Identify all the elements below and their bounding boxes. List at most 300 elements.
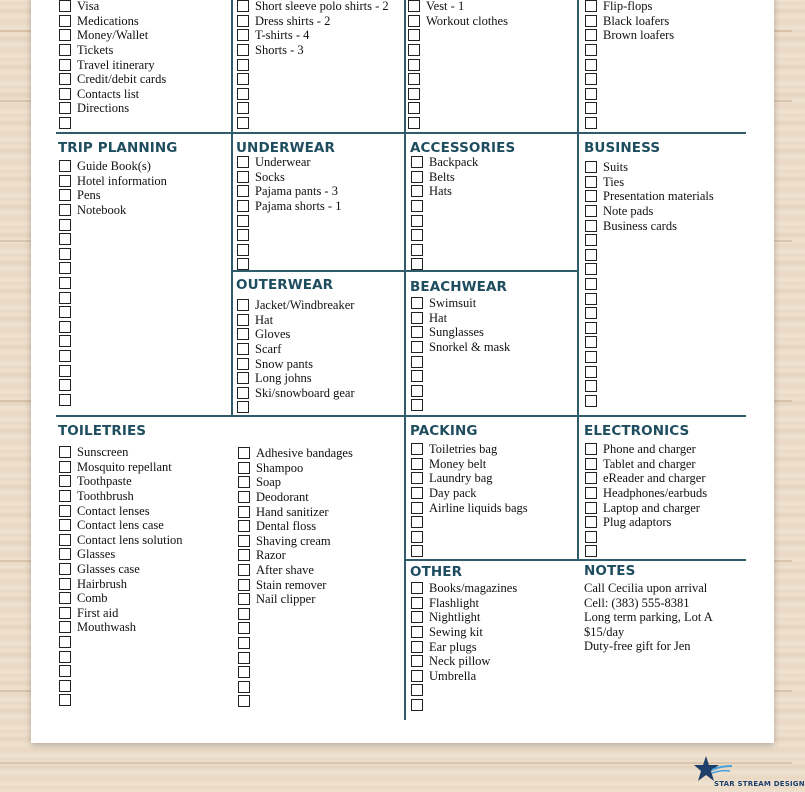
checklist-item[interactable]: [411, 698, 429, 713]
checkbox[interactable]: [585, 380, 597, 392]
checklist-item[interactable]: [411, 442, 497, 457]
checkbox[interactable]: [59, 607, 71, 619]
checklist-item[interactable]: [59, 101, 129, 116]
checkbox[interactable]: [59, 665, 71, 677]
checklist-item[interactable]: [237, 170, 285, 185]
checkbox[interactable]: [238, 491, 250, 503]
checklist-item[interactable]: [411, 170, 455, 185]
checkbox[interactable]: [237, 258, 249, 270]
checklist-item[interactable]: [237, 386, 355, 401]
checkbox[interactable]: [238, 506, 250, 518]
checklist-item[interactable]: [411, 544, 429, 559]
checkbox[interactable]: [411, 156, 423, 168]
checklist-item[interactable]: [238, 504, 329, 519]
checklist-item[interactable]: [411, 354, 429, 369]
checklist-item[interactable]: [585, 486, 707, 501]
checkbox[interactable]: [59, 160, 71, 172]
checklist-item[interactable]: [585, 457, 696, 472]
checkbox[interactable]: [59, 0, 71, 12]
checklist-item[interactable]: [411, 515, 429, 530]
checkbox[interactable]: [59, 694, 71, 706]
checkbox[interactable]: [411, 531, 423, 543]
checklist-item[interactable]: [238, 650, 256, 665]
checkbox[interactable]: [237, 0, 249, 12]
checkbox[interactable]: [59, 117, 71, 129]
checkbox[interactable]: [411, 356, 423, 368]
checkbox[interactable]: [585, 395, 597, 407]
checkbox[interactable]: [59, 592, 71, 604]
checklist-item[interactable]: [237, 199, 341, 214]
checklist-item[interactable]: [59, 72, 166, 87]
checkbox[interactable]: [237, 88, 249, 100]
checklist-item[interactable]: [237, 72, 255, 87]
checkbox[interactable]: [238, 637, 250, 649]
checkbox[interactable]: [238, 579, 250, 591]
checkbox[interactable]: [237, 44, 249, 56]
checkbox[interactable]: [59, 379, 71, 391]
checklist-item[interactable]: [585, 442, 696, 457]
checkbox[interactable]: [59, 335, 71, 347]
checklist-item[interactable]: [411, 325, 484, 340]
checkbox[interactable]: [411, 229, 423, 241]
checkbox[interactable]: [59, 475, 71, 487]
checkbox[interactable]: [237, 102, 249, 114]
checkbox[interactable]: [59, 321, 71, 333]
checkbox[interactable]: [585, 88, 597, 100]
checkbox[interactable]: [585, 487, 597, 499]
checkbox[interactable]: [237, 29, 249, 41]
checklist-item[interactable]: [585, 335, 603, 350]
checkbox[interactable]: [237, 401, 249, 413]
checkbox[interactable]: [59, 490, 71, 502]
checkbox[interactable]: [411, 370, 423, 382]
checkbox[interactable]: [238, 476, 250, 488]
checkbox[interactable]: [408, 117, 420, 129]
checkbox[interactable]: [411, 597, 423, 609]
checklist-item[interactable]: [585, 87, 603, 102]
checklist-item[interactable]: [59, 393, 77, 408]
checklist-item[interactable]: [411, 384, 429, 399]
checklist-item[interactable]: [59, 174, 167, 189]
checkbox[interactable]: [59, 350, 71, 362]
checkbox[interactable]: [585, 366, 597, 378]
checklist-item[interactable]: [59, 203, 126, 218]
checklist-item[interactable]: [59, 693, 77, 708]
checklist-item[interactable]: [411, 610, 480, 625]
checklist-item[interactable]: [237, 243, 255, 258]
checkbox[interactable]: [411, 670, 423, 682]
checklist-item[interactable]: [59, 290, 77, 305]
checkbox[interactable]: [411, 487, 423, 499]
checklist-item[interactable]: [238, 490, 309, 505]
checkbox[interactable]: [59, 651, 71, 663]
checkbox[interactable]: [411, 458, 423, 470]
checklist-item[interactable]: [59, 606, 118, 621]
checklist-item[interactable]: [411, 213, 429, 228]
checkbox[interactable]: [237, 156, 249, 168]
checkbox[interactable]: [59, 59, 71, 71]
checklist-item[interactable]: [59, 547, 115, 562]
checkbox[interactable]: [59, 505, 71, 517]
checklist-item[interactable]: [59, 349, 77, 364]
checklist-item[interactable]: [408, 101, 426, 116]
checkbox[interactable]: [59, 578, 71, 590]
checkbox[interactable]: [59, 306, 71, 318]
checklist-item[interactable]: [59, 591, 108, 606]
checkbox[interactable]: [59, 175, 71, 187]
checkbox[interactable]: [585, 322, 597, 334]
checkbox[interactable]: [238, 695, 250, 707]
checkbox[interactable]: [237, 59, 249, 71]
checklist-item[interactable]: [585, 28, 674, 43]
checkbox[interactable]: [411, 502, 423, 514]
checklist-item[interactable]: [585, 0, 652, 14]
checklist-item[interactable]: [238, 461, 303, 476]
checkbox[interactable]: [237, 117, 249, 129]
checklist-item[interactable]: [411, 457, 486, 472]
checkbox[interactable]: [585, 190, 597, 202]
checklist-item[interactable]: [59, 159, 151, 174]
checkbox[interactable]: [585, 531, 597, 543]
checklist-item[interactable]: [585, 189, 714, 204]
checklist-item[interactable]: [411, 530, 429, 545]
checkbox[interactable]: [238, 593, 250, 605]
checkbox[interactable]: [59, 15, 71, 27]
checkbox[interactable]: [585, 545, 597, 557]
checklist-item[interactable]: [411, 257, 429, 272]
checkbox[interactable]: [411, 582, 423, 594]
checkbox[interactable]: [408, 29, 420, 41]
checkbox[interactable]: [585, 458, 597, 470]
checkbox[interactable]: [408, 102, 420, 114]
checklist-item[interactable]: [585, 364, 603, 379]
checklist-item[interactable]: [59, 57, 155, 72]
checkbox[interactable]: [238, 447, 250, 459]
checklist-item[interactable]: [59, 445, 128, 460]
checklist-item[interactable]: [411, 581, 517, 596]
checklist-item[interactable]: [59, 14, 139, 29]
checklist-item[interactable]: [237, 313, 273, 328]
checkbox[interactable]: [59, 102, 71, 114]
checklist-item[interactable]: [408, 0, 464, 14]
checkbox[interactable]: [238, 608, 250, 620]
checklist-item[interactable]: [585, 262, 603, 277]
checkbox[interactable]: [408, 59, 420, 71]
checklist-item[interactable]: [59, 188, 101, 203]
checklist-item[interactable]: [411, 471, 493, 486]
checkbox[interactable]: [585, 117, 597, 129]
checklist-item[interactable]: [237, 356, 313, 371]
checklist-item[interactable]: [411, 669, 476, 684]
checkbox[interactable]: [585, 336, 597, 348]
checklist-item[interactable]: [59, 679, 77, 694]
checklist-item[interactable]: [59, 334, 77, 349]
checklist-item[interactable]: [585, 43, 603, 58]
checklist-item[interactable]: [411, 155, 478, 170]
checkbox[interactable]: [59, 636, 71, 648]
checklist-item[interactable]: [237, 28, 309, 43]
checklist-item[interactable]: [59, 261, 77, 276]
checklist-item[interactable]: [411, 296, 476, 311]
checkbox[interactable]: [585, 249, 597, 261]
checkbox[interactable]: [585, 472, 597, 484]
checklist-item[interactable]: [59, 28, 148, 43]
checkbox[interactable]: [411, 200, 423, 212]
checkbox[interactable]: [237, 387, 249, 399]
checkbox[interactable]: [585, 44, 597, 56]
checklist-item[interactable]: [238, 475, 281, 490]
checklist-item[interactable]: [411, 625, 483, 640]
checkbox[interactable]: [237, 15, 249, 27]
checkbox[interactable]: [411, 611, 423, 623]
checklist-item[interactable]: [585, 277, 603, 292]
checkbox[interactable]: [408, 73, 420, 85]
checklist-item[interactable]: [237, 43, 304, 58]
checkbox[interactable]: [411, 312, 423, 324]
checkbox[interactable]: [411, 326, 423, 338]
checklist-item[interactable]: [411, 311, 447, 326]
checkbox[interactable]: [411, 684, 423, 696]
checkbox[interactable]: [59, 88, 71, 100]
checkbox[interactable]: [411, 655, 423, 667]
checklist-item[interactable]: [59, 43, 113, 58]
checkbox[interactable]: [585, 220, 597, 232]
checkbox[interactable]: [59, 519, 71, 531]
checkbox[interactable]: [411, 258, 423, 270]
checklist-item[interactable]: [59, 320, 77, 335]
checkbox[interactable]: [238, 535, 250, 547]
checklist-item[interactable]: [237, 327, 290, 342]
checkbox[interactable]: [238, 622, 250, 634]
checklist-item[interactable]: [59, 116, 77, 131]
checkbox[interactable]: [411, 185, 423, 197]
checkbox[interactable]: [238, 520, 250, 532]
checkbox[interactable]: [585, 278, 597, 290]
checkbox[interactable]: [585, 351, 597, 363]
checklist-item[interactable]: [585, 350, 603, 365]
checklist-item[interactable]: [59, 305, 77, 320]
checklist-item[interactable]: [237, 155, 311, 170]
checkbox[interactable]: [408, 44, 420, 56]
checklist-item[interactable]: [411, 683, 429, 698]
checkbox[interactable]: [59, 548, 71, 560]
checkbox[interactable]: [585, 102, 597, 114]
checklist-item[interactable]: [237, 116, 255, 131]
checkbox[interactable]: [238, 462, 250, 474]
checklist-item[interactable]: [59, 378, 77, 393]
checkbox[interactable]: [59, 292, 71, 304]
checklist-item[interactable]: [411, 654, 490, 669]
checkbox[interactable]: [237, 372, 249, 384]
checklist-item[interactable]: [59, 576, 127, 591]
checklist-item[interactable]: [59, 489, 134, 504]
checklist-item[interactable]: [585, 306, 603, 321]
checklist-item[interactable]: [585, 515, 671, 530]
checkbox[interactable]: [411, 443, 423, 455]
checklist-item[interactable]: [238, 621, 256, 636]
checkbox[interactable]: [408, 0, 420, 12]
checklist-item[interactable]: [411, 369, 429, 384]
checklist-item[interactable]: [411, 398, 429, 413]
checklist-item[interactable]: [59, 276, 77, 291]
checkbox[interactable]: [238, 564, 250, 576]
checkbox[interactable]: [238, 652, 250, 664]
checklist-item[interactable]: [585, 471, 705, 486]
checkbox[interactable]: [59, 189, 71, 201]
checkbox[interactable]: [59, 680, 71, 692]
checklist-item[interactable]: [585, 160, 628, 175]
checkbox[interactable]: [59, 248, 71, 260]
checklist-item[interactable]: [237, 184, 338, 199]
checklist-item[interactable]: [59, 247, 77, 262]
checkbox[interactable]: [237, 185, 249, 197]
checklist-item[interactable]: [238, 636, 256, 651]
checkbox[interactable]: [59, 204, 71, 216]
checkbox[interactable]: [237, 229, 249, 241]
checkbox[interactable]: [585, 234, 597, 246]
checklist-item[interactable]: [238, 577, 326, 592]
checklist-item[interactable]: [585, 233, 603, 248]
checklist-item[interactable]: [237, 257, 255, 272]
checkbox[interactable]: [237, 343, 249, 355]
checkbox[interactable]: [237, 200, 249, 212]
checkbox[interactable]: [238, 666, 250, 678]
checkbox[interactable]: [585, 205, 597, 217]
checklist-item[interactable]: [238, 446, 353, 461]
checkbox[interactable]: [585, 443, 597, 455]
checklist-item[interactable]: [585, 500, 700, 515]
checkbox[interactable]: [585, 307, 597, 319]
checklist-item[interactable]: [585, 544, 603, 559]
checklist-item[interactable]: [411, 243, 429, 258]
checkbox[interactable]: [59, 394, 71, 406]
checklist-item[interactable]: [238, 519, 316, 534]
checklist-item[interactable]: [408, 43, 426, 58]
checkbox[interactable]: [585, 15, 597, 27]
checkbox[interactable]: [237, 314, 249, 326]
checkbox[interactable]: [585, 29, 597, 41]
checkbox[interactable]: [411, 641, 423, 653]
checkbox[interactable]: [237, 299, 249, 311]
checkbox[interactable]: [585, 0, 597, 12]
checklist-item[interactable]: [237, 400, 255, 415]
checklist-item[interactable]: [237, 0, 389, 14]
checkbox[interactable]: [237, 328, 249, 340]
checkbox[interactable]: [59, 277, 71, 289]
checklist-item[interactable]: [237, 101, 255, 116]
checkbox[interactable]: [237, 215, 249, 227]
checklist-item[interactable]: [59, 518, 164, 533]
checklist-item[interactable]: [59, 620, 136, 635]
checklist-item[interactable]: [237, 87, 255, 102]
checklist-item[interactable]: [238, 694, 256, 709]
checkbox[interactable]: [59, 233, 71, 245]
checkbox[interactable]: [408, 88, 420, 100]
checkbox[interactable]: [59, 44, 71, 56]
checkbox[interactable]: [411, 545, 423, 557]
checkbox[interactable]: [59, 219, 71, 231]
checklist-item[interactable]: [411, 184, 452, 199]
checklist-item[interactable]: [585, 101, 603, 116]
checkbox[interactable]: [411, 626, 423, 638]
checklist-item[interactable]: [411, 500, 528, 515]
checklist-item[interactable]: [585, 72, 603, 87]
checklist-item[interactable]: [411, 596, 479, 611]
checkbox[interactable]: [411, 215, 423, 227]
checklist-item[interactable]: [59, 649, 77, 664]
checklist-item[interactable]: [59, 664, 77, 679]
checklist-item[interactable]: [585, 394, 603, 409]
checklist-item[interactable]: [238, 563, 314, 578]
checklist-item[interactable]: [59, 503, 150, 518]
checklist-item[interactable]: [237, 298, 354, 313]
checklist-item[interactable]: [238, 592, 315, 607]
checklist-item[interactable]: [238, 607, 256, 622]
checkbox[interactable]: [59, 461, 71, 473]
checklist-item[interactable]: [408, 28, 426, 43]
checkbox[interactable]: [411, 472, 423, 484]
checkbox[interactable]: [585, 176, 597, 188]
checklist-item[interactable]: [408, 72, 426, 87]
checklist-item[interactable]: [411, 228, 429, 243]
checkbox[interactable]: [411, 244, 423, 256]
checklist-item[interactable]: [408, 14, 508, 29]
checklist-item[interactable]: [59, 0, 99, 14]
checkbox[interactable]: [238, 549, 250, 561]
checkbox[interactable]: [237, 244, 249, 256]
checkbox[interactable]: [411, 297, 423, 309]
checkbox[interactable]: [585, 263, 597, 275]
checklist-item[interactable]: [237, 57, 255, 72]
checklist-item[interactable]: [411, 486, 477, 501]
checklist-item[interactable]: [59, 232, 77, 247]
checklist-item[interactable]: [411, 199, 429, 214]
checklist-item[interactable]: [237, 213, 255, 228]
checklist-item[interactable]: [408, 116, 426, 131]
checkbox[interactable]: [59, 621, 71, 633]
checkbox[interactable]: [585, 59, 597, 71]
checkbox[interactable]: [237, 358, 249, 370]
checkbox[interactable]: [238, 681, 250, 693]
checkbox[interactable]: [411, 516, 423, 528]
checkbox[interactable]: [411, 699, 423, 711]
checklist-item[interactable]: [59, 363, 77, 378]
checkbox[interactable]: [59, 73, 71, 85]
checkbox[interactable]: [237, 73, 249, 85]
checkbox[interactable]: [585, 161, 597, 173]
checklist-item[interactable]: [237, 228, 255, 243]
checklist-item[interactable]: [237, 342, 281, 357]
checklist-item[interactable]: [237, 14, 330, 29]
checklist-item[interactable]: [408, 57, 426, 72]
checklist-item[interactable]: [59, 562, 140, 577]
checklist-item[interactable]: [585, 175, 624, 190]
checkbox[interactable]: [585, 73, 597, 85]
checklist-item[interactable]: [59, 460, 172, 475]
checklist-item[interactable]: [59, 474, 132, 489]
checklist-item[interactable]: [238, 548, 286, 563]
checkbox[interactable]: [59, 262, 71, 274]
checklist-item[interactable]: [408, 87, 426, 102]
checkbox[interactable]: [411, 399, 423, 411]
checkbox[interactable]: [237, 171, 249, 183]
checklist-item[interactable]: [237, 371, 312, 386]
checklist-item[interactable]: [238, 534, 331, 549]
checklist-item[interactable]: [238, 680, 256, 695]
checklist-item[interactable]: [585, 379, 603, 394]
checklist-item[interactable]: [585, 530, 603, 545]
checklist-item[interactable]: [585, 218, 677, 233]
